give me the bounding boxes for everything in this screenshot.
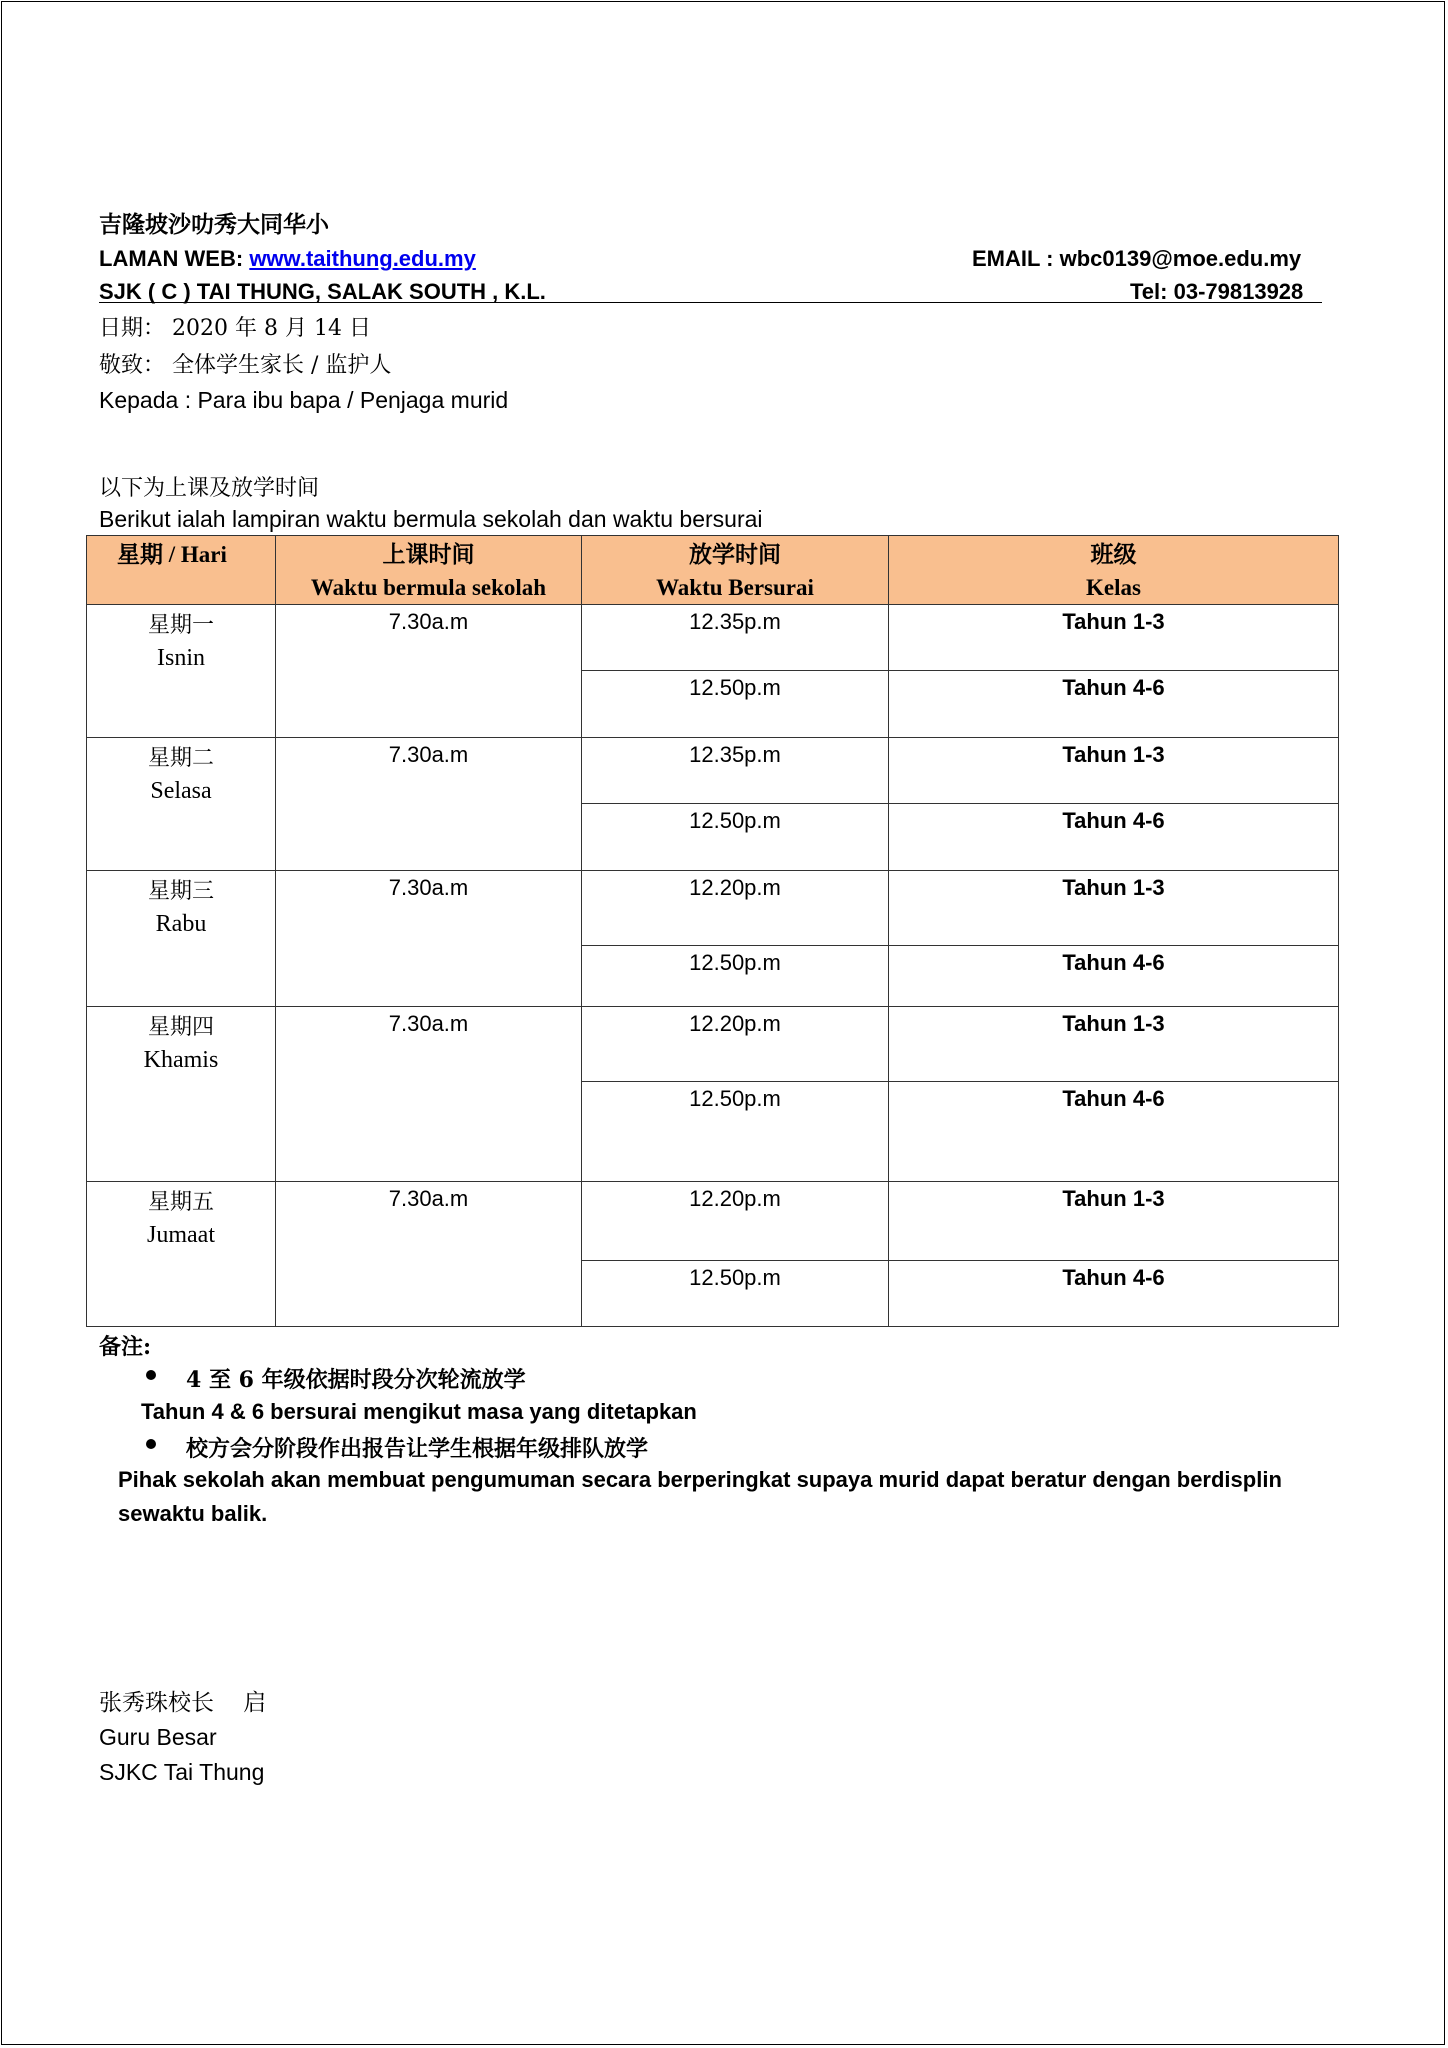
website-line: [99, 246, 476, 272]
email-address: EMAIL : wbc0139@moe.edu.my: [972, 246, 1302, 271]
header-end-time: 放学时间 Waktu Bersurai: [582, 536, 889, 605]
end-time-cell: 12.50p.m: [582, 804, 889, 871]
class-cell: Tahun 1-3: [889, 605, 1339, 671]
table-row: [87, 871, 1339, 946]
end-time-cell: 12.35p.m: [582, 738, 889, 804]
end-time-cell: 12.20p.m: [582, 1007, 889, 1082]
table-row: [87, 1007, 1339, 1082]
class-cell: Tahun 1-3: [889, 871, 1339, 946]
start-time-cell: 7.30a.m: [276, 605, 582, 738]
recipient-ms: Kepada : Para ibu bapa / Penjaga murid: [99, 387, 509, 413]
day-cell: 星期一 Isnin: [87, 605, 276, 738]
date-line: 日期： 2020 年 8 月 14 日: [99, 316, 371, 341]
table-row: [87, 738, 1339, 804]
header-day: 星期 / Hari: [87, 536, 276, 605]
header-start-time: 上课时间 Waktu bermula sekolah: [276, 536, 582, 605]
bullet-dot: [146, 1366, 156, 1384]
website-link[interactable]: www.taithung.edu.my: [249, 246, 476, 271]
table-row: [87, 1182, 1339, 1261]
class-cell: Tahun 1-3: [889, 1007, 1339, 1082]
end-time-cell: 12.35p.m: [582, 605, 889, 671]
day-cell: 星期二 Selasa: [87, 738, 276, 871]
intro-ms: Berikut ialah lampiran waktu bermula sekolah dan waktu bersurai: [99, 506, 763, 532]
note-2-zh: 校方会分阶段作出报告让学生根据年级排队放学: [186, 1436, 649, 1462]
class-cell: Tahun 4-6: [889, 1261, 1339, 1327]
signature-name: 张秀珠校长 启: [99, 1690, 267, 1716]
end-time-cell: 12.20p.m: [582, 1182, 889, 1261]
bullet-dot: [146, 1435, 156, 1453]
start-time-cell: 7.30a.m: [276, 871, 582, 1007]
note-2-ms-line2: sewaktu balik.: [118, 1501, 268, 1526]
table-row: [87, 605, 1339, 671]
note-1-ms: Tahun 4 & 6 bersurai mengikut masa yang ditetapkan: [141, 1399, 697, 1424]
day-cell: 星期三 Rabu: [87, 871, 276, 1007]
recipient-zh: 敬致： 全体学生家长 / 监护人: [99, 353, 392, 378]
table-header-row: [87, 536, 1339, 605]
start-time-cell: 7.30a.m: [276, 1182, 582, 1327]
class-cell: Tahun 4-6: [889, 671, 1339, 738]
header-class: 班级 Kelas: [889, 536, 1339, 605]
signature-title: Guru Besar: [99, 1724, 217, 1750]
school-name-zh: 吉隆坡沙叻秀大同华小: [99, 211, 329, 238]
class-cell: Tahun 4-6: [889, 804, 1339, 871]
class-cell: Tahun 1-3: [889, 1182, 1339, 1261]
class-cell: Tahun 4-6: [889, 946, 1339, 1007]
note-1-zh: 4 至 6 年级依据时段分次轮流放学: [186, 1367, 526, 1393]
class-cell: Tahun 1-3: [889, 738, 1339, 804]
end-time-cell: 12.50p.m: [582, 1261, 889, 1327]
website-label: LAMAN WEB:: [99, 246, 250, 271]
start-time-cell: 7.30a.m: [276, 1007, 582, 1182]
notes-title: 备注:: [99, 1334, 152, 1360]
end-time-cell: 12.20p.m: [582, 871, 889, 946]
end-time-cell: 12.50p.m: [582, 946, 889, 1007]
day-cell: 星期四 Khamis: [87, 1007, 276, 1182]
note-2-ms-line1: Pihak sekolah akan membuat pengumuman secara berperingkat supaya murid dapat beratur dengan berdisplin: [118, 1467, 1282, 1492]
end-time-cell: 12.50p.m: [582, 671, 889, 738]
end-time-cell: 12.50p.m: [582, 1082, 889, 1182]
schedule-table: [86, 535, 1339, 1327]
signature-school: SJKC Tai Thung: [99, 1759, 265, 1785]
intro-zh: 以下为上课及放学时间: [99, 476, 320, 501]
day-cell: 星期五 Jumaat: [87, 1182, 276, 1327]
telephone: Tel: 03-79813928: [1130, 279, 1304, 304]
header-underline: [99, 302, 1322, 303]
class-cell: Tahun 4-6: [889, 1082, 1339, 1182]
start-time-cell: 7.30a.m: [276, 738, 582, 871]
school-name-ms: SJK ( C ) TAI THUNG, SALAK SOUTH , K.L.: [99, 279, 546, 304]
